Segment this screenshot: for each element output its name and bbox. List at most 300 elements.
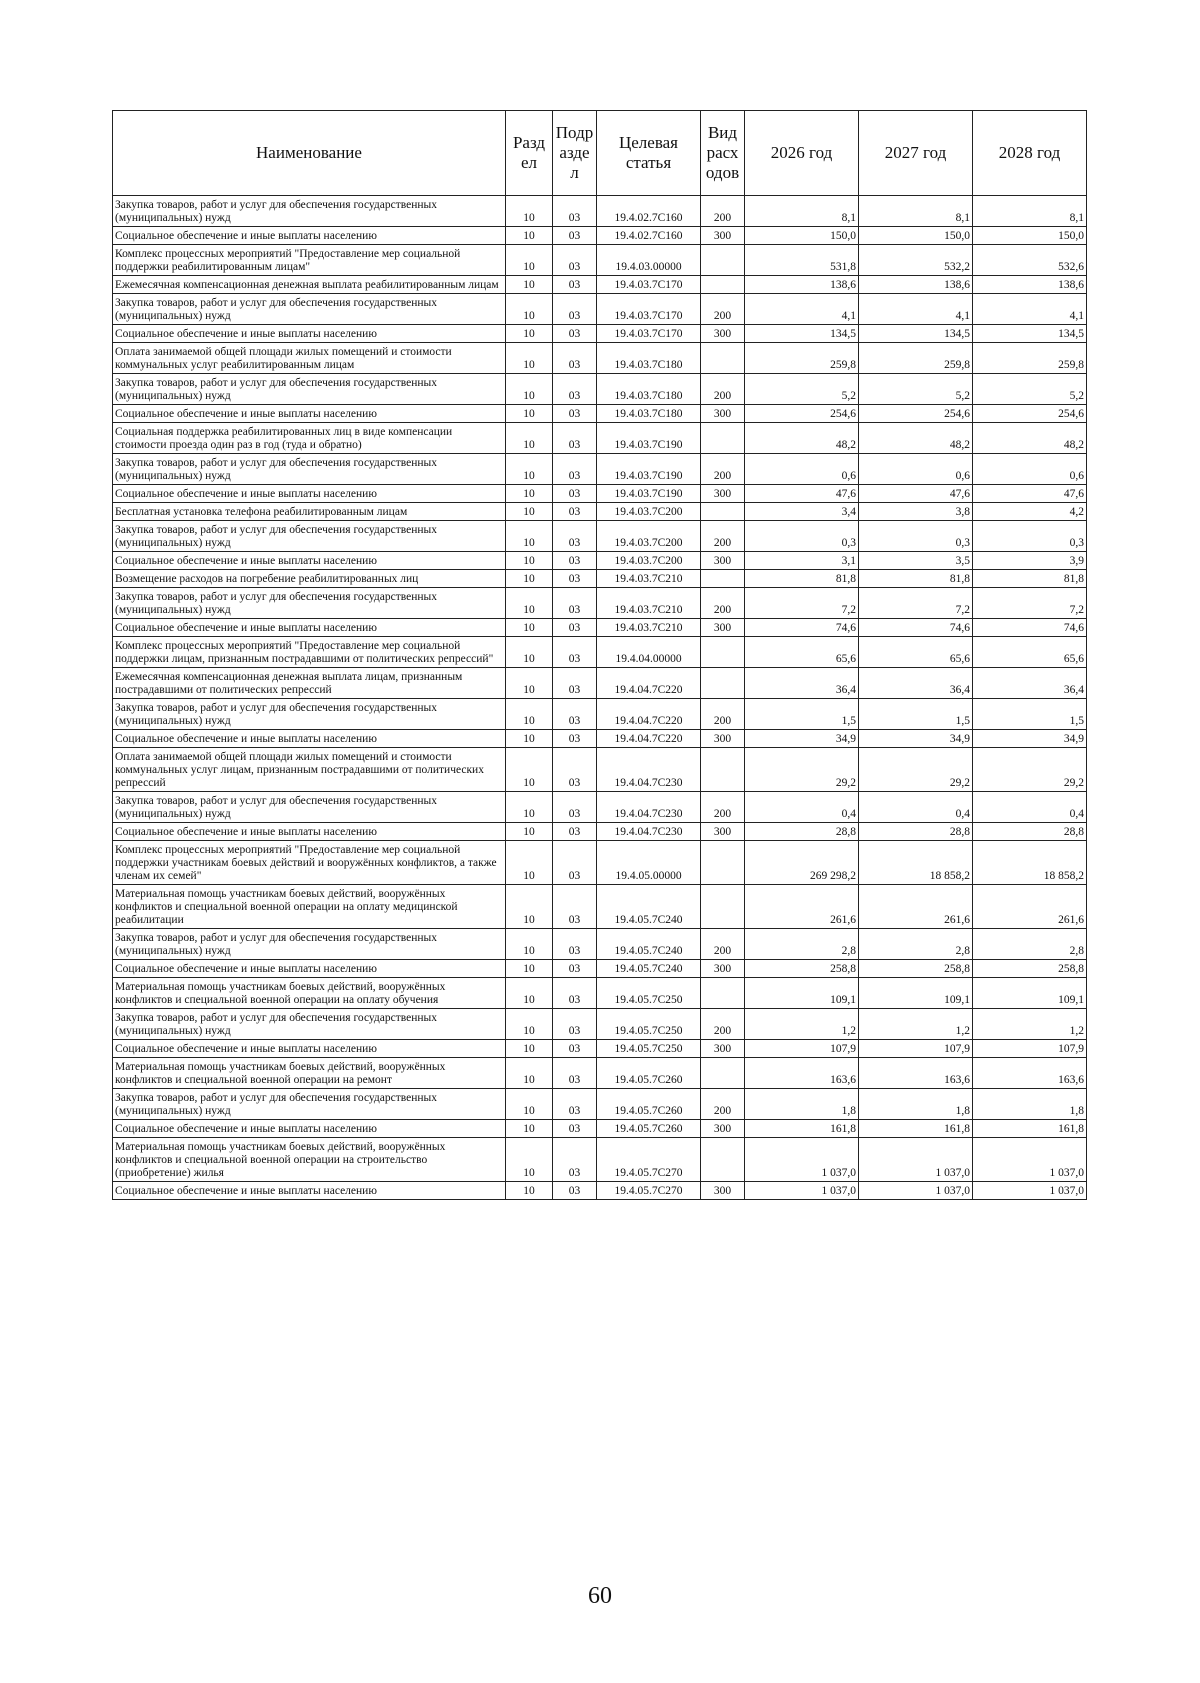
cell-section: 10 [506,730,553,748]
cell-name: Закупка товаров, работ и услуг для обеспечения государственных (муниципальных) нужд [113,521,506,552]
cell-expense-type: 300 [701,730,745,748]
cell-2027: 1 037,0 [859,1138,973,1182]
cell-expense-type: 200 [701,521,745,552]
cell-target: 19.4.03.7С210 [597,619,701,637]
cell-2028: 4,2 [973,503,1087,521]
header-year-2027: 2027 год [859,111,973,196]
cell-target: 19.4.05.7С260 [597,1089,701,1120]
cell-name: Закупка товаров, работ и услуг для обеспечения государственных (муниципальных) нужд [113,699,506,730]
header-name: Наименование [113,111,506,196]
cell-section: 10 [506,1058,553,1089]
cell-2027: 2,8 [859,929,973,960]
cell-section: 10 [506,521,553,552]
cell-2026: 107,9 [745,1040,859,1058]
table-row [113,343,1087,374]
cell-section: 10 [506,294,553,325]
cell-subsection: 03 [553,978,597,1009]
cell-2026: 5,2 [745,374,859,405]
cell-2026: 7,2 [745,588,859,619]
cell-name: Социальное обеспечение и иные выплаты населению [113,405,506,423]
cell-2027: 4,1 [859,294,973,325]
cell-2026: 4,1 [745,294,859,325]
cell-2026: 65,6 [745,637,859,668]
cell-expense-type [701,276,745,294]
cell-name: Комплекс процессных мероприятий "Предоставление мер социальной поддержки реабилитированным лицам" [113,245,506,276]
table-row [113,748,1087,792]
table-row [113,454,1087,485]
cell-expense-type [701,245,745,276]
cell-2028: 34,9 [973,730,1087,748]
cell-section: 10 [506,485,553,503]
cell-2028: 8,1 [973,196,1087,227]
cell-expense-type [701,343,745,374]
cell-2026: 2,8 [745,929,859,960]
cell-2028: 2,8 [973,929,1087,960]
cell-2026: 3,4 [745,503,859,521]
cell-subsection: 03 [553,1120,597,1138]
cell-2028: 150,0 [973,227,1087,245]
cell-expense-type [701,503,745,521]
cell-target: 19.4.04.7С220 [597,699,701,730]
cell-expense-type: 200 [701,196,745,227]
cell-name: Комплекс процессных мероприятий "Предоставление мер социальной поддержки участникам боевых действий и вооружённых конфликтов, а также членам их семей" [113,841,506,885]
header-year-2028: 2028 год [973,111,1087,196]
table-row [113,841,1087,885]
cell-name: Социальное обеспечение и иные выплаты населению [113,325,506,343]
cell-2027: 259,8 [859,343,973,374]
cell-subsection: 03 [553,960,597,978]
cell-subsection: 03 [553,588,597,619]
cell-2026: 8,1 [745,196,859,227]
cell-2028: 0,4 [973,792,1087,823]
cell-2028: 81,8 [973,570,1087,588]
cell-target: 19.4.05.7С240 [597,929,701,960]
table-row [113,552,1087,570]
cell-section: 10 [506,823,553,841]
table-row [113,1089,1087,1120]
table-row [113,1040,1087,1058]
cell-2027: 48,2 [859,423,973,454]
cell-expense-type: 200 [701,699,745,730]
table-row [113,503,1087,521]
cell-section: 10 [506,1138,553,1182]
cell-2027: 258,8 [859,960,973,978]
cell-2027: 163,6 [859,1058,973,1089]
cell-2026: 36,4 [745,668,859,699]
cell-2026: 150,0 [745,227,859,245]
cell-expense-type: 300 [701,227,745,245]
cell-2027: 81,8 [859,570,973,588]
cell-target: 19.4.05.00000 [597,841,701,885]
cell-2028: 18 858,2 [973,841,1087,885]
cell-section: 10 [506,960,553,978]
cell-name: Закупка товаров, работ и услуг для обеспечения государственных (муниципальных) нужд [113,792,506,823]
cell-2027: 138,6 [859,276,973,294]
cell-target: 19.4.03.7С210 [597,570,701,588]
cell-target: 19.4.03.7С200 [597,503,701,521]
cell-2027: 107,9 [859,1040,973,1058]
table-row [113,619,1087,637]
cell-section: 10 [506,405,553,423]
cell-subsection: 03 [553,637,597,668]
cell-section: 10 [506,503,553,521]
cell-2027: 134,5 [859,325,973,343]
cell-section: 10 [506,1120,553,1138]
cell-2028: 1 037,0 [973,1138,1087,1182]
table-row [113,978,1087,1009]
cell-section: 10 [506,792,553,823]
cell-name: Материальная помощь участникам боевых действий, вооружённых конфликтов и специальной военной операции на оплату медицинской реабилитации [113,885,506,929]
cell-name: Закупка товаров, работ и услуг для обеспечения государственных (муниципальных) нужд [113,1089,506,1120]
cell-section: 10 [506,196,553,227]
cell-2028: 29,2 [973,748,1087,792]
cell-subsection: 03 [553,823,597,841]
cell-target: 19.4.04.7С220 [597,730,701,748]
cell-subsection: 03 [553,405,597,423]
cell-2027: 0,4 [859,792,973,823]
cell-2026: 34,9 [745,730,859,748]
cell-2027: 532,2 [859,245,973,276]
cell-2028: 258,8 [973,960,1087,978]
cell-2028: 259,8 [973,343,1087,374]
table-row [113,960,1087,978]
cell-2028: 532,6 [973,245,1087,276]
table-row [113,1182,1087,1200]
cell-subsection: 03 [553,1040,597,1058]
cell-name: Социальное обеспечение и иные выплаты населению [113,485,506,503]
cell-section: 10 [506,276,553,294]
cell-2026: 1 037,0 [745,1182,859,1200]
cell-2028: 134,5 [973,325,1087,343]
table-header [113,111,1087,196]
cell-name: Комплекс процессных мероприятий "Предоставление мер социальной поддержки лицам, признанным пострадавшими от политических репрессий" [113,637,506,668]
cell-name: Бесплатная установка телефона реабилитированным лицам [113,503,506,521]
cell-2026: 269 298,2 [745,841,859,885]
cell-target: 19.4.03.7С190 [597,454,701,485]
header-year-2026: 2026 год [745,111,859,196]
cell-section: 10 [506,1182,553,1200]
cell-2026: 1 037,0 [745,1138,859,1182]
cell-2026: 109,1 [745,978,859,1009]
cell-section: 10 [506,423,553,454]
cell-target: 19.4.05.7С240 [597,960,701,978]
cell-subsection: 03 [553,929,597,960]
cell-subsection: 03 [553,619,597,637]
cell-2028: 36,4 [973,668,1087,699]
cell-target: 19.4.04.7С220 [597,668,701,699]
cell-subsection: 03 [553,668,597,699]
cell-target: 19.4.03.7С200 [597,552,701,570]
cell-2026: 163,6 [745,1058,859,1089]
cell-target: 19.4.02.7С160 [597,227,701,245]
table-row [113,423,1087,454]
cell-2028: 1,2 [973,1009,1087,1040]
cell-2026: 74,6 [745,619,859,637]
table-row [113,792,1087,823]
cell-name: Социальное обеспечение и иные выплаты населению [113,823,506,841]
cell-2026: 1,2 [745,1009,859,1040]
cell-section: 10 [506,552,553,570]
cell-2027: 0,6 [859,454,973,485]
cell-subsection: 03 [553,343,597,374]
cell-2026: 81,8 [745,570,859,588]
cell-name: Закупка товаров, работ и услуг для обеспечения государственных (муниципальных) нужд [113,929,506,960]
cell-target: 19.4.04.7С230 [597,748,701,792]
cell-2028: 48,2 [973,423,1087,454]
cell-2026: 259,8 [745,343,859,374]
cell-section: 10 [506,227,553,245]
cell-2027: 109,1 [859,978,973,1009]
cell-2026: 261,6 [745,885,859,929]
cell-section: 10 [506,978,553,1009]
header-expense-type: Вид расх одов [701,111,745,196]
cell-2028: 5,2 [973,374,1087,405]
cell-section: 10 [506,570,553,588]
cell-target: 19.4.05.7С270 [597,1182,701,1200]
table-row [113,699,1087,730]
cell-expense-type: 200 [701,294,745,325]
page-number: 60 [588,1583,612,1609]
cell-2026: 531,8 [745,245,859,276]
cell-section: 10 [506,748,553,792]
cell-expense-type: 300 [701,485,745,503]
cell-target: 19.4.03.7С200 [597,521,701,552]
table-row [113,1058,1087,1089]
cell-2026: 47,6 [745,485,859,503]
cell-name: Социальное обеспечение и иные выплаты населению [113,227,506,245]
cell-section: 10 [506,325,553,343]
table-row [113,730,1087,748]
cell-2026: 1,8 [745,1089,859,1120]
cell-2028: 0,6 [973,454,1087,485]
cell-name: Социальное обеспечение и иные выплаты населению [113,730,506,748]
cell-2027: 47,6 [859,485,973,503]
cell-2027: 1,2 [859,1009,973,1040]
table-row [113,276,1087,294]
cell-target: 19.4.04.7С230 [597,792,701,823]
cell-2027: 261,6 [859,885,973,929]
cell-subsection: 03 [553,1138,597,1182]
cell-target: 19.4.03.7С210 [597,588,701,619]
cell-section: 10 [506,885,553,929]
cell-target: 19.4.05.7С270 [597,1138,701,1182]
cell-target: 19.4.03.7С170 [597,276,701,294]
cell-2027: 1,5 [859,699,973,730]
cell-subsection: 03 [553,570,597,588]
cell-2028: 7,2 [973,588,1087,619]
cell-2027: 5,2 [859,374,973,405]
cell-2027: 74,6 [859,619,973,637]
table-row [113,405,1087,423]
cell-2026: 161,8 [745,1120,859,1138]
cell-subsection: 03 [553,748,597,792]
cell-2027: 34,9 [859,730,973,748]
cell-subsection: 03 [553,1058,597,1089]
cell-subsection: 03 [553,1182,597,1200]
cell-name: Закупка товаров, работ и услуг для обеспечения государственных (муниципальных) нужд [113,588,506,619]
cell-subsection: 03 [553,699,597,730]
cell-target: 19.4.05.7С260 [597,1058,701,1089]
cell-section: 10 [506,1040,553,1058]
cell-2027: 161,8 [859,1120,973,1138]
cell-subsection: 03 [553,454,597,485]
table-row [113,374,1087,405]
cell-target: 19.4.03.7С190 [597,485,701,503]
cell-expense-type: 300 [701,960,745,978]
cell-target: 19.4.04.7С230 [597,823,701,841]
cell-subsection: 03 [553,325,597,343]
cell-2026: 254,6 [745,405,859,423]
cell-name: Закупка товаров, работ и услуг для обеспечения государственных (муниципальных) нужд [113,1009,506,1040]
cell-section: 10 [506,245,553,276]
cell-2026: 29,2 [745,748,859,792]
cell-name: Закупка товаров, работ и услуг для обеспечения государственных (муниципальных) нужд [113,196,506,227]
cell-expense-type [701,668,745,699]
cell-expense-type [701,841,745,885]
cell-section: 10 [506,929,553,960]
cell-section: 10 [506,637,553,668]
cell-target: 19.4.03.7С170 [597,325,701,343]
cell-target: 19.4.05.7С260 [597,1120,701,1138]
cell-expense-type [701,423,745,454]
cell-2028: 1,8 [973,1089,1087,1120]
cell-name: Материальная помощь участникам боевых действий, вооружённых конфликтов и специальной военной операции на оплату обучения [113,978,506,1009]
table-row [113,294,1087,325]
cell-section: 10 [506,374,553,405]
cell-section: 10 [506,454,553,485]
cell-target: 19.4.02.7С160 [597,196,701,227]
cell-name: Закупка товаров, работ и услуг для обеспечения государственных (муниципальных) нужд [113,454,506,485]
cell-2027: 36,4 [859,668,973,699]
table-row [113,227,1087,245]
cell-name: Ежемесячная компенсационная денежная выплата лицам, признанным пострадавшими от политических репрессий [113,668,506,699]
cell-target: 19.4.05.7С250 [597,1040,701,1058]
cell-name: Социальное обеспечение и иные выплаты населению [113,1182,506,1200]
cell-subsection: 03 [553,503,597,521]
cell-subsection: 03 [553,485,597,503]
cell-subsection: 03 [553,841,597,885]
budget-table [112,110,1087,1200]
cell-name: Оплата занимаемой общей площади жилых помещений и стоимости коммунальных услуг лицам, признанным пострадавшими от политических репрессий [113,748,506,792]
cell-target: 19.4.03.7С190 [597,423,701,454]
cell-name: Социальное обеспечение и иные выплаты населению [113,552,506,570]
cell-expense-type: 200 [701,792,745,823]
cell-2027: 3,8 [859,503,973,521]
cell-subsection: 03 [553,196,597,227]
header-row [113,111,1087,196]
cell-expense-type: 200 [701,374,745,405]
cell-name: Социальное обеспечение и иные выплаты населению [113,619,506,637]
cell-2028: 3,9 [973,552,1087,570]
header-subsection: Подр азде л [553,111,597,196]
table-row [113,1120,1087,1138]
cell-name: Социальное обеспечение и иные выплаты населению [113,1040,506,1058]
cell-2027: 3,5 [859,552,973,570]
cell-2026: 48,2 [745,423,859,454]
table-row [113,196,1087,227]
cell-expense-type [701,1138,745,1182]
cell-2028: 1,5 [973,699,1087,730]
cell-2028: 161,8 [973,1120,1087,1138]
cell-expense-type: 300 [701,405,745,423]
cell-expense-type [701,1058,745,1089]
cell-target: 19.4.03.7С180 [597,374,701,405]
cell-section: 10 [506,699,553,730]
cell-expense-type: 300 [701,1120,745,1138]
table-row [113,521,1087,552]
cell-target: 19.4.03.7С180 [597,343,701,374]
cell-subsection: 03 [553,227,597,245]
cell-name: Оплата занимаемой общей площади жилых помещений и стоимости коммунальных услуг реабилитированным лицам [113,343,506,374]
cell-subsection: 03 [553,294,597,325]
cell-2027: 8,1 [859,196,973,227]
cell-2027: 65,6 [859,637,973,668]
header-section: Разд ел [506,111,553,196]
table-row [113,325,1087,343]
cell-section: 10 [506,588,553,619]
cell-name: Закупка товаров, работ и услуг для обеспечения государственных (муниципальных) нужд [113,374,506,405]
cell-subsection: 03 [553,423,597,454]
cell-2028: 4,1 [973,294,1087,325]
cell-2028: 47,6 [973,485,1087,503]
cell-section: 10 [506,1009,553,1040]
cell-target: 19.4.05.7С240 [597,885,701,929]
table-row [113,570,1087,588]
cell-2027: 7,2 [859,588,973,619]
cell-expense-type: 200 [701,929,745,960]
cell-target: 19.4.03.7С180 [597,405,701,423]
cell-2027: 0,3 [859,521,973,552]
cell-2026: 1,5 [745,699,859,730]
table-row [113,637,1087,668]
table-row [113,485,1087,503]
cell-expense-type [701,570,745,588]
cell-2027: 1 037,0 [859,1182,973,1200]
cell-expense-type: 200 [701,1009,745,1040]
cell-name: Закупка товаров, работ и услуг для обеспечения государственных (муниципальных) нужд [113,294,506,325]
cell-2027: 1,8 [859,1089,973,1120]
table-row [113,885,1087,929]
cell-2026: 0,3 [745,521,859,552]
cell-2028: 28,8 [973,823,1087,841]
cell-expense-type: 300 [701,1182,745,1200]
cell-2028: 74,6 [973,619,1087,637]
cell-subsection: 03 [553,885,597,929]
cell-section: 10 [506,668,553,699]
cell-2027: 28,8 [859,823,973,841]
cell-subsection: 03 [553,730,597,748]
cell-subsection: 03 [553,792,597,823]
cell-target: 19.4.05.7С250 [597,978,701,1009]
cell-subsection: 03 [553,245,597,276]
cell-2026: 134,5 [745,325,859,343]
table-row [113,245,1087,276]
cell-expense-type: 200 [701,454,745,485]
cell-subsection: 03 [553,521,597,552]
cell-expense-type: 300 [701,325,745,343]
cell-name: Социальное обеспечение и иные выплаты населению [113,1120,506,1138]
cell-expense-type: 300 [701,552,745,570]
cell-section: 10 [506,1089,553,1120]
cell-2028: 1 037,0 [973,1182,1087,1200]
cell-2028: 109,1 [973,978,1087,1009]
cell-2027: 150,0 [859,227,973,245]
cell-name: Социальная поддержка реабилитированных лиц в виде компенсации стоимости проезда один раз в год (туда и обратно) [113,423,506,454]
cell-2028: 163,6 [973,1058,1087,1089]
table-row [113,1009,1087,1040]
cell-name: Материальная помощь участникам боевых действий, вооружённых конфликтов и специальной военной операции на ремонт [113,1058,506,1089]
cell-2026: 258,8 [745,960,859,978]
